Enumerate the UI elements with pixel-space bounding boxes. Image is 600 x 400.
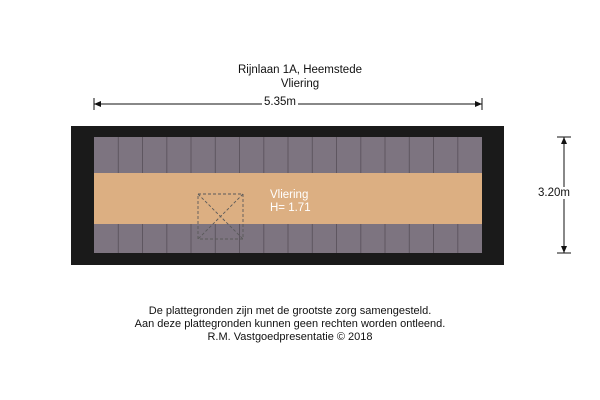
disclaimer-line-3: R.M. Vastgoedpresentatie © 2018 (207, 331, 373, 343)
disclaimer-line-2: Aan deze plattegronden kunnen geen rechten worden ontleend. (134, 318, 446, 330)
disclaimer-line-1: De plattegronden zijn met de grootste zorg samengesteld. (148, 305, 432, 317)
width-dimension-label: 5.35m (264, 96, 296, 108)
plan-floor-name: Vliering (280, 78, 320, 90)
depth-dimension-label: 3.20m (538, 187, 570, 199)
plan-address: Rijnlaan 1A, Heemstede (237, 64, 362, 76)
room-name-label: Vliering (270, 189, 309, 201)
room-height-label: H= 1.71 (270, 202, 311, 214)
